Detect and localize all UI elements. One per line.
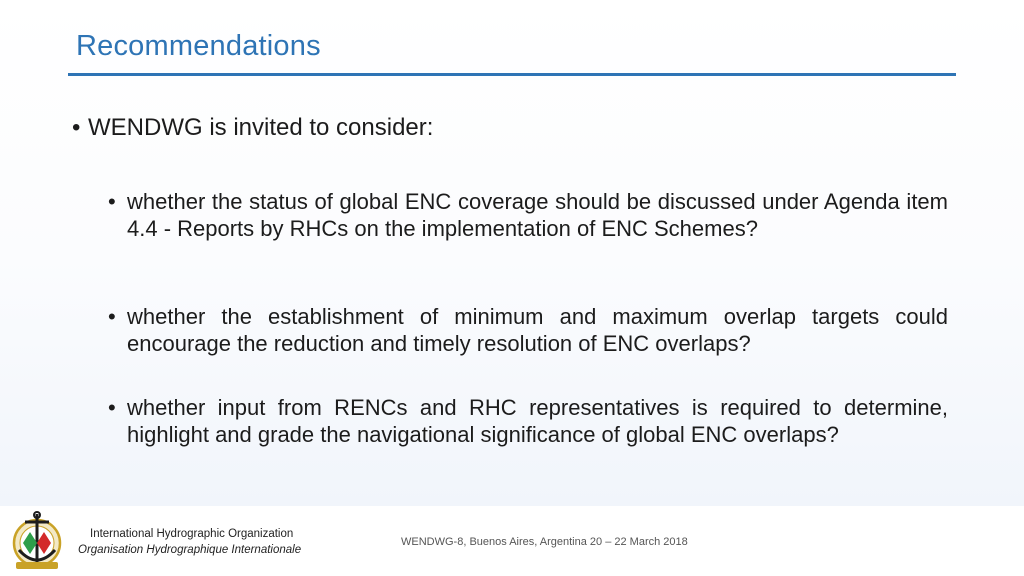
meeting-info: WENDWG-8, Buenos Aires, Argentina 20 – 22 March 2018: [401, 536, 688, 548]
recommendation-item: [108, 394, 948, 448]
bullet-dot: •: [108, 395, 116, 420]
recommendation-item: [108, 303, 948, 357]
title-underline: [68, 73, 956, 76]
organization-name-fr: Organisation Hydrographique Internationale: [78, 544, 302, 556]
recommendation-item: [108, 188, 948, 242]
organization-name-en: International Hydrographic Organization: [90, 528, 294, 540]
slide-title: Recommendations: [76, 30, 321, 62]
bullet-dot: •: [72, 114, 81, 141]
bullet-dot: •: [108, 189, 116, 214]
intro-bullet: [72, 114, 952, 142]
slide-footer: [0, 506, 1024, 576]
recommendation-text: whether the establishment of minimum and maximum overlap targets could encourage the reduction and timely resolution of ENC overlaps?: [127, 304, 948, 356]
recommendation-text: whether input from RENCs and RHC representatives is required to determine, highlight and grade the navigational significance of global ENC overlaps?: [127, 395, 948, 447]
recommendation-text: whether the status of global ENC coverage should be discussed under Agenda item 4.4 - Reports by RHCs on the implementation of ENC Schemes?: [127, 189, 948, 241]
iho-anchor-emblem-icon: [10, 510, 64, 572]
bullet-dot: •: [108, 304, 116, 329]
intro-text: WENDWG is invited to consider:: [88, 114, 434, 141]
